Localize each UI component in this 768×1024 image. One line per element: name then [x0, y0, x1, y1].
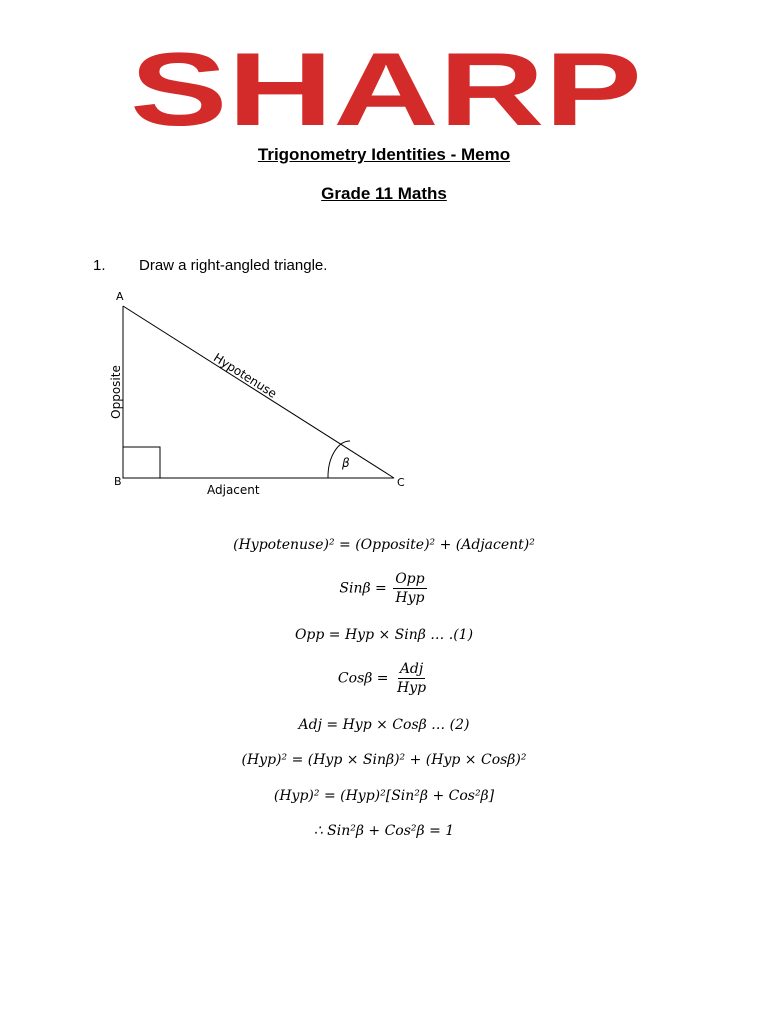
right-angle-marker	[123, 447, 160, 478]
cosine-definition	[0, 661, 768, 696]
substitution-equation: (Hyp)² = (Hyp × Sinβ)² + (Hyp × Cosβ)²	[241, 752, 527, 768]
adjacent-label: Adjacent	[207, 483, 260, 497]
angle-beta-label: β	[342, 456, 350, 470]
sine-numerator: Opp	[395, 571, 425, 587]
hypotenuse-label: Hypotenuse	[210, 350, 280, 401]
adj-equation: Adj = Hyp × Cosβ … (2)	[298, 717, 470, 733]
sine-fraction	[393, 571, 426, 606]
logo-text: SHARP	[130, 52, 642, 130]
vertex-b-label: B	[114, 475, 122, 488]
factored-equation: (Hyp)² = (Hyp)²[Sin²β + Cos²β]	[273, 788, 495, 804]
document-subtitle: Grade 11 Maths	[321, 184, 447, 203]
cosine-denominator: Hyp	[396, 680, 427, 696]
pythagoras-equation: (Hypotenuse)² = (Opposite)² + (Adjacent)²	[233, 537, 535, 553]
sine-denominator: Hyp	[395, 590, 425, 606]
right-triangle-diagram	[100, 284, 420, 499]
cosine-lhs: Cosβ =	[337, 670, 389, 687]
vertex-c-label: C	[397, 476, 405, 489]
opposite-label: Opposite	[109, 365, 123, 419]
cosine-fraction	[395, 661, 428, 696]
document-title: Trigonometry Identities - Memo	[257, 145, 511, 164]
identity-conclusion: ∴ Sin²β + Cos²β = 1	[313, 823, 455, 839]
vertex-a-label: A	[116, 290, 124, 303]
cosine-numerator: Adj	[399, 661, 424, 677]
sine-lhs: Sinβ =	[339, 580, 387, 597]
question-number: 1.	[93, 257, 106, 274]
question-text: Draw a right-angled triangle.	[139, 257, 328, 274]
sine-definition	[0, 571, 768, 606]
sharp-logo	[128, 52, 644, 130]
opp-equation: Opp = Hyp × Sinβ … .(1)	[294, 627, 474, 643]
